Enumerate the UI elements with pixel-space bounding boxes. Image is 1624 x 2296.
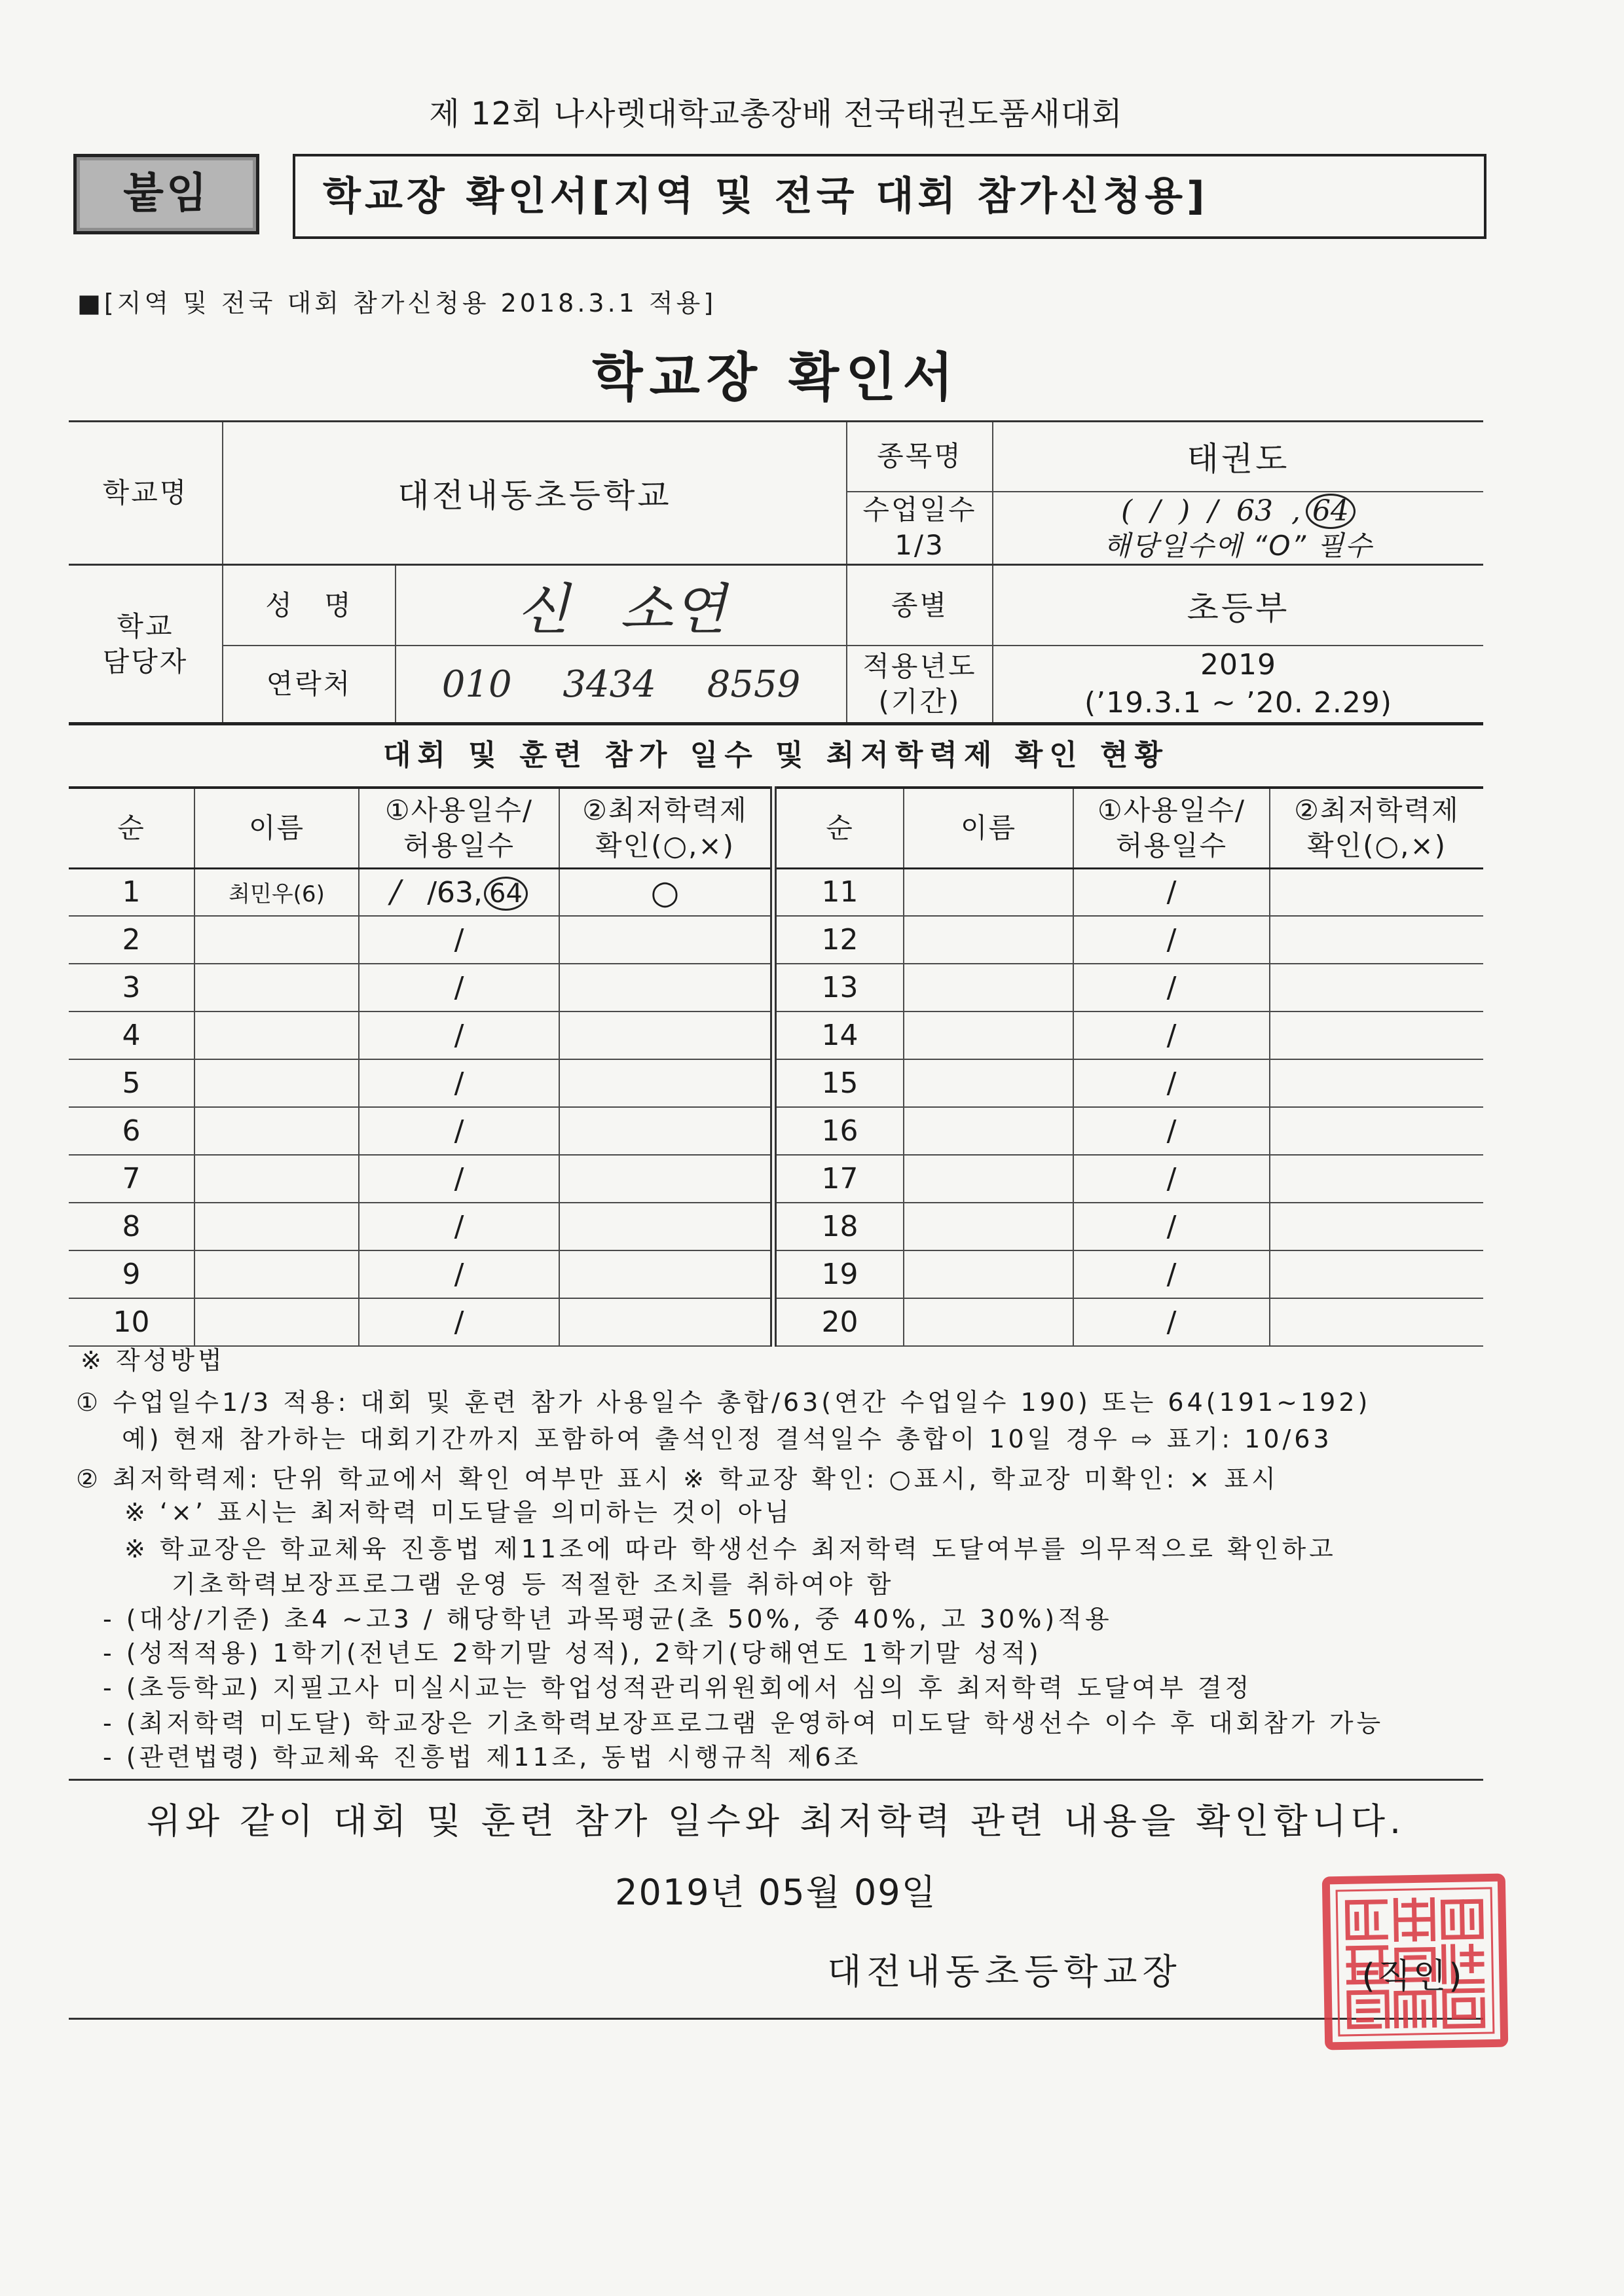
row-number-cell xyxy=(69,1059,194,1107)
division-label: 종별 xyxy=(847,565,993,646)
student-name-cell xyxy=(904,1107,1073,1155)
header-usage-days-line2: 허용일수 xyxy=(403,829,515,862)
table-row xyxy=(69,1250,1483,1298)
row-number-cell xyxy=(773,1203,904,1250)
seal-label: (직인) xyxy=(1361,1957,1465,1996)
usage-days-cell xyxy=(359,916,559,964)
note-line: - (대상/기준) 초4 ~고3 / 해당학년 과목평균(초 50%, 중 40%, 고 30%)적용 xyxy=(103,1605,1113,1633)
period-label-line2: (기간) xyxy=(878,685,961,718)
header-usage-days-line1: ①사용일수/ xyxy=(384,793,534,826)
usage-days-cell xyxy=(1073,1155,1270,1203)
note-line: ※ 학교장은 학교체육 진흥법 제11조에 따라 학생선수 최저학력 도달여부를 의무적으로 확인하고 xyxy=(124,1535,1337,1563)
usage-days-text: / xyxy=(454,1162,464,1195)
table-row xyxy=(69,1059,1483,1107)
min-achievement-check-cell xyxy=(559,1059,773,1107)
row-number: 6 xyxy=(122,1114,141,1148)
usage-days-cell xyxy=(1073,1011,1270,1059)
min-achievement-check-cell xyxy=(559,1203,773,1250)
min-achievement-check-cell xyxy=(559,868,773,916)
student-name-cell xyxy=(904,1155,1073,1203)
usage-days-cell xyxy=(1073,868,1270,916)
usage-days-text: / xyxy=(1166,1066,1177,1100)
usage-days-cell xyxy=(1073,916,1270,964)
table-row xyxy=(69,1155,1483,1203)
class-days-value xyxy=(993,492,1483,565)
student-name-cell xyxy=(194,1059,359,1107)
header-min-achievement-line2: 확인(○,×) xyxy=(1306,829,1447,862)
usage-days-cell xyxy=(359,1059,559,1107)
usage-days-cell xyxy=(359,1107,559,1155)
row-number-cell xyxy=(69,1011,194,1059)
student-name-cell xyxy=(194,1203,359,1250)
usage-days-cell xyxy=(1073,1250,1270,1298)
row-number: 16 xyxy=(821,1114,858,1148)
header-usage-days xyxy=(1073,788,1270,868)
row-number-cell xyxy=(773,964,904,1011)
division-value: 초등부 xyxy=(993,565,1483,646)
school-info-table xyxy=(69,420,1483,725)
staff-name-label: 성 명 xyxy=(223,565,396,646)
table-row xyxy=(69,1298,1483,1346)
row-number-cell xyxy=(69,1250,194,1298)
participation-table xyxy=(69,786,1483,1347)
student-name-cell xyxy=(194,964,359,1011)
row-number-cell xyxy=(773,1059,904,1107)
row-number: 9 xyxy=(122,1258,141,1291)
min-achievement-check-cell xyxy=(559,1155,773,1203)
apply-year: 2019 xyxy=(1200,648,1276,682)
progress-section-heading: 대회 및 훈련 참가 일수 및 최저학력제 확인 현황 xyxy=(382,738,1170,772)
school-name-label: 학교명 xyxy=(69,422,223,565)
usage-days-cell xyxy=(359,1298,559,1346)
header-min-achievement xyxy=(1270,788,1483,868)
confirmation-date: 2019년 05월 09일 xyxy=(615,1872,937,1913)
student-name-cell xyxy=(904,1298,1073,1346)
row-number-cell xyxy=(69,1298,194,1346)
usage-days-text: / xyxy=(1166,1019,1177,1052)
row-number-cell xyxy=(69,1155,194,1203)
min-achievement-check-cell xyxy=(1270,868,1483,916)
note-line: ※ ‘×’ 표시는 최저학력 미도달을 의미하는 것이 아님 xyxy=(124,1498,792,1527)
row-number-cell xyxy=(773,868,904,916)
class-days-text: ( / ) / 63 , xyxy=(1121,494,1301,528)
row-number: 10 xyxy=(113,1305,150,1339)
row-number-cell xyxy=(773,1155,904,1203)
min-achievement-check-cell xyxy=(1270,1250,1483,1298)
participation-table-body xyxy=(69,868,1483,1346)
info-row-school xyxy=(69,422,1483,492)
row-number-cell xyxy=(773,1298,904,1346)
usage-days-text: / xyxy=(454,1019,464,1052)
student-name-cell xyxy=(194,1298,359,1346)
min-achievement-check-cell xyxy=(559,964,773,1011)
row-number-cell xyxy=(773,916,904,964)
usage-days-text: / xyxy=(454,1305,464,1339)
form-heading-box: 학교장 확인서[지역 및 전국 대회 참가신청용] xyxy=(293,154,1486,239)
row-number-cell xyxy=(773,1250,904,1298)
event-value: 태권도 xyxy=(993,422,1483,492)
student-name-cell xyxy=(904,1203,1073,1250)
usage-days-text: / xyxy=(454,971,464,1004)
student-name-cell xyxy=(904,1059,1073,1107)
usage-days-cell xyxy=(359,964,559,1011)
handwritten-check-mark: ○ xyxy=(650,873,680,911)
header-min-achievement-line1: ②최저학력제 xyxy=(1294,793,1460,826)
apply-period: (’19.3.1 ~ ’20. 2.29) xyxy=(1084,686,1393,720)
usage-days-text: /63, xyxy=(427,876,483,910)
table-header-row xyxy=(69,788,1483,868)
header-usage-days-line1: ①사용일수/ xyxy=(1097,793,1246,826)
row-number-cell xyxy=(773,1107,904,1155)
usage-days-cell xyxy=(1073,1203,1270,1250)
class-days-label-line1: 수업일수 xyxy=(862,494,977,526)
row-number-cell xyxy=(69,1203,194,1250)
staff-label xyxy=(69,565,223,724)
note-line: - (성적적용) 1학기(전년도 2학기말 성적), 2학기(당해연도 1학기말 성적) xyxy=(103,1639,1042,1667)
circled-days-mark: 64 xyxy=(1306,494,1356,529)
row-number: 7 xyxy=(122,1162,141,1195)
student-name-cell xyxy=(904,868,1073,916)
row-number: 5 xyxy=(122,1066,141,1100)
usage-days-cell xyxy=(359,1011,559,1059)
student-name-cell xyxy=(194,1250,359,1298)
usage-days-cell xyxy=(359,868,559,916)
row-number: 12 xyxy=(821,923,858,957)
usage-days-text: / xyxy=(454,1066,464,1100)
note-line: ② 최저학력제: 단위 학교에서 확인 여부만 표시 ※ 학교장 확인: ○표시, 학교장 미확인: × 표시 xyxy=(76,1465,1279,1493)
student-name-cell xyxy=(194,1011,359,1059)
row-number-cell xyxy=(69,1107,194,1155)
staff-label-line1: 학교 xyxy=(117,610,174,642)
usage-days-text: / xyxy=(454,923,464,957)
min-achievement-check-cell xyxy=(1270,1155,1483,1203)
note-line: 기초학력보장프로그램 운영 등 적절한 조치를 취하여야 함 xyxy=(172,1570,895,1599)
class-days-label xyxy=(847,492,993,565)
class-days-label-line2: 1/3 xyxy=(895,529,945,562)
min-achievement-check-cell xyxy=(559,1250,773,1298)
header-min-achievement-line2: 확인(○,×) xyxy=(595,829,735,862)
row-number: 3 xyxy=(122,971,141,1004)
period-value xyxy=(993,646,1483,724)
usage-days-cell xyxy=(1073,1059,1270,1107)
event-label: 종목명 xyxy=(847,422,993,492)
row-number: 18 xyxy=(821,1210,858,1243)
table-row xyxy=(69,964,1483,1011)
row-number: 17 xyxy=(821,1162,858,1195)
usage-days-text: / xyxy=(1166,923,1177,957)
min-achievement-check-cell xyxy=(559,1107,773,1155)
row-number: 19 xyxy=(821,1258,858,1291)
min-achievement-check-cell xyxy=(1270,1298,1483,1346)
header-no: 순 xyxy=(69,788,194,868)
attachment-label-box: 붙임 xyxy=(73,154,259,234)
min-achievement-check-cell xyxy=(1270,1059,1483,1107)
header-no: 순 xyxy=(773,788,904,868)
contact-handwritten: 010 3434 8559 xyxy=(396,646,847,724)
student-name-cell xyxy=(904,1250,1073,1298)
notes-heading: ※ 작성방법 xyxy=(81,1346,225,1375)
table-row xyxy=(69,868,1483,916)
usage-days-cell xyxy=(1073,964,1270,1011)
notes-divider xyxy=(69,1779,1483,1781)
student-name-cell xyxy=(194,868,359,916)
header-name: 이름 xyxy=(194,788,359,868)
contact-label: 연락처 xyxy=(223,646,396,724)
header-usage-days-line2: 허용일수 xyxy=(1115,829,1228,862)
min-achievement-check-cell xyxy=(1270,1107,1483,1155)
row-number: 8 xyxy=(122,1210,141,1243)
principal-signature-line: 대전내동초등학교장 xyxy=(827,1951,1182,1992)
bottom-divider xyxy=(69,2018,1483,2020)
usage-days-text: / xyxy=(1166,875,1177,909)
min-achievement-check-cell xyxy=(559,1011,773,1059)
student-name-cell xyxy=(194,1107,359,1155)
row-number: 20 xyxy=(821,1305,858,1339)
header-usage-days xyxy=(359,788,559,868)
table-row xyxy=(69,1203,1483,1250)
row-number: 11 xyxy=(821,875,858,909)
row-number: 14 xyxy=(821,1019,858,1052)
confirmation-statement: 위와 같이 대회 및 훈련 참가 일수와 최저학력 관련 내용을 확인합니다. xyxy=(146,1800,1406,1842)
document-title: 학교장 확인서 xyxy=(592,347,960,408)
min-achievement-check-cell xyxy=(1270,916,1483,964)
staff-label-line2: 담당자 xyxy=(102,645,189,678)
usage-days-text: / xyxy=(1166,971,1177,1004)
row-number-cell xyxy=(69,916,194,964)
student-name-cell xyxy=(904,964,1073,1011)
note-line: 예) 현재 참가하는 대회기간까지 포함하여 출석인정 결석일수 총합이 10일 경우 ⇨ 표기: 10/63 xyxy=(122,1425,1333,1453)
note-line: - (관련법령) 학교체육 진흥법 제11조, 동법 시행규칙 제6조 xyxy=(103,1743,862,1772)
period-label-line1: 적용년도 xyxy=(862,650,977,682)
student-name: 최민우(6) xyxy=(229,881,325,908)
row-number-cell xyxy=(69,868,194,916)
period-label xyxy=(847,646,993,724)
class-days-figures xyxy=(993,493,1483,530)
usage-days-text: / xyxy=(1166,1114,1177,1148)
student-name-cell xyxy=(194,1155,359,1203)
table-row xyxy=(69,916,1483,964)
header-name: 이름 xyxy=(904,788,1073,868)
student-name-cell xyxy=(904,916,1073,964)
table-row xyxy=(69,1107,1483,1155)
row-number-cell xyxy=(773,1011,904,1059)
circled-allowed-days: 64 xyxy=(484,877,528,911)
student-name-cell xyxy=(904,1011,1073,1059)
usage-days-text: / xyxy=(1166,1258,1177,1291)
note-line: - (최저학력 미도달) 학교장은 기초학력보장프로그램 운영하여 미도달 학생선수 이수 후 대회참가 가능 xyxy=(103,1709,1384,1738)
usage-days-cell xyxy=(359,1250,559,1298)
min-achievement-check-cell xyxy=(1270,1203,1483,1250)
info-row-contact xyxy=(69,646,1483,724)
min-achievement-check-cell xyxy=(559,916,773,964)
usage-days-text: / xyxy=(454,1210,464,1243)
applicability-notice: ■[지역 및 전국 대회 참가신청용 2018.3.1 적용] xyxy=(77,289,717,318)
row-number-cell xyxy=(69,964,194,1011)
school-name-value: 대전내동초등학교 xyxy=(223,422,847,565)
class-days-note: 해당일수에 “O” 필수 xyxy=(1103,530,1373,562)
usage-days-cell xyxy=(359,1155,559,1203)
usage-days-cell xyxy=(1073,1298,1270,1346)
usage-days-text: / xyxy=(1166,1162,1177,1195)
usage-days-cell xyxy=(1073,1107,1270,1155)
usage-days-cell xyxy=(359,1203,559,1250)
usage-days-text: / xyxy=(1166,1305,1177,1339)
note-line: ① 수업일수1/3 적용: 대회 및 훈련 참가 사용일수 총합/63(연간 수업일수 190) 또는 64(191~192) xyxy=(76,1388,1371,1417)
min-achievement-check-cell xyxy=(559,1298,773,1346)
row-number: 1 xyxy=(122,875,141,909)
handwritten-days-mark: / xyxy=(390,873,401,911)
event-title: 제 12회 나사렛대학교총장배 전국태권도품새대회 xyxy=(429,96,1123,132)
row-number: 2 xyxy=(122,923,141,957)
info-row-staff-name xyxy=(69,565,1483,646)
staff-name-handwritten: 신 소연 xyxy=(396,565,847,646)
student-name-cell xyxy=(194,916,359,964)
row-number: 4 xyxy=(122,1019,141,1052)
note-line: - (초등학교) 지필고사 미실시교는 학업성적관리위원회에서 심의 후 최저학력 도달여부 결정 xyxy=(103,1673,1253,1702)
min-achievement-check-cell xyxy=(1270,1011,1483,1059)
usage-days-text: / xyxy=(1166,1210,1177,1243)
row-number: 15 xyxy=(821,1066,858,1100)
row-number: 13 xyxy=(821,971,858,1004)
header-min-achievement-line1: ②최저학력제 xyxy=(582,793,748,826)
header-min-achievement xyxy=(559,788,773,868)
usage-days-text: / xyxy=(454,1114,464,1148)
usage-days-text: / xyxy=(454,1258,464,1291)
min-achievement-check-cell xyxy=(1270,964,1483,1011)
table-row xyxy=(69,1011,1483,1059)
